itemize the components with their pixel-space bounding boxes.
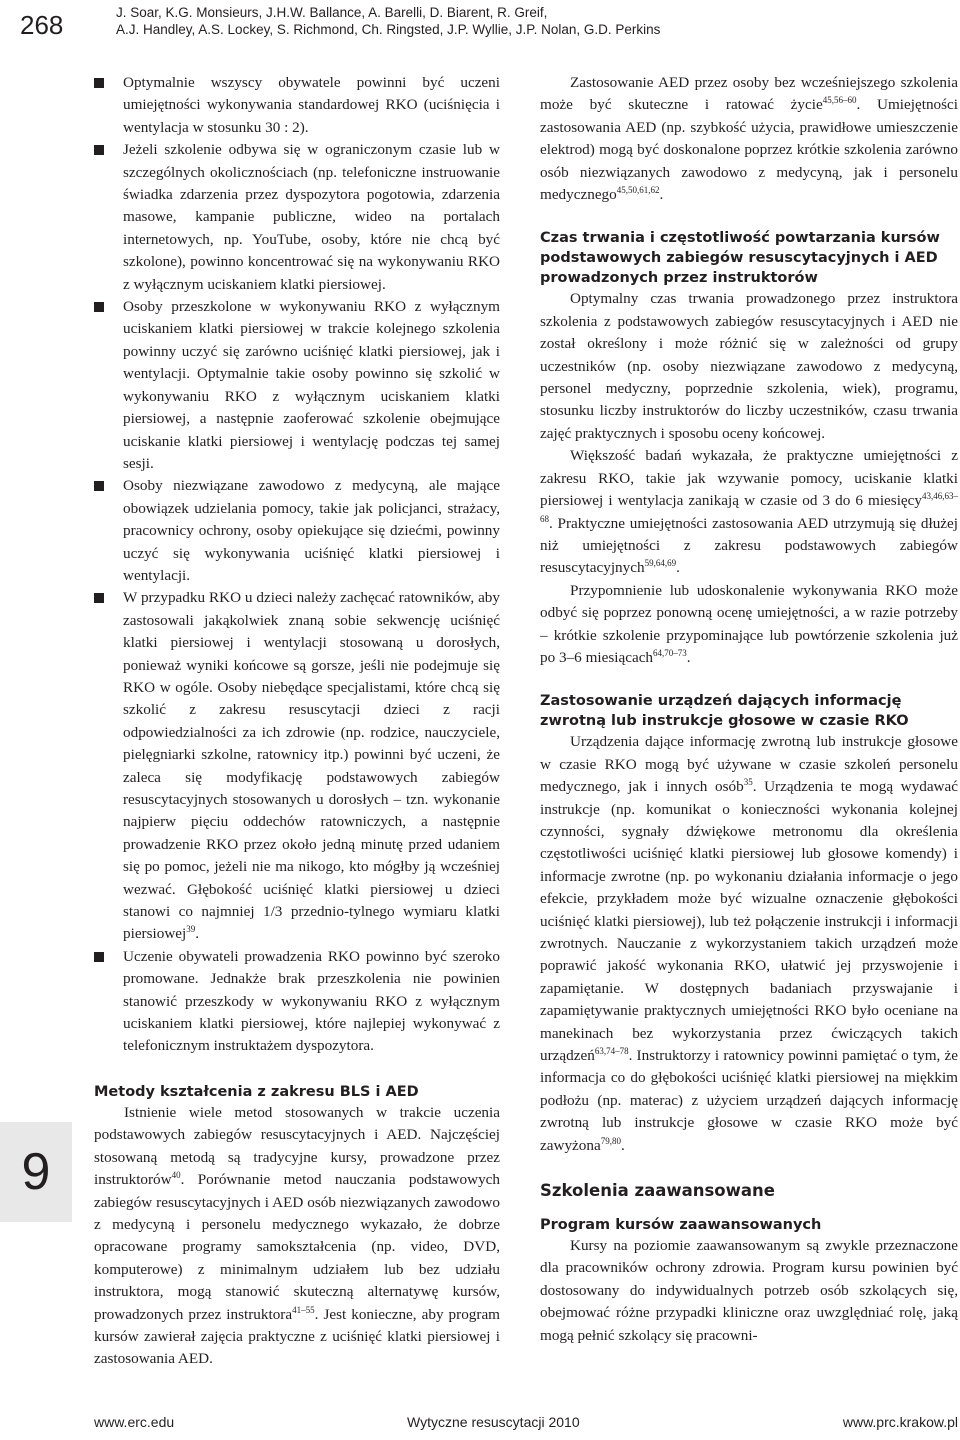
citation: 39 [186, 924, 196, 935]
page-number: 268 [20, 10, 64, 40]
citation: 43,46,63–68 [540, 491, 958, 524]
advanced-paragraph: Kursy na poziomie zaawansowanym są zwykle przeznaczone dla pracowników ochrony zdrowia. Program kursu powinien być dostosowany do indywidualnych potrzeb osób szkolących się, obejmować różne przypadki kliniczne oraz uwzględniać rolę, jaką mogą pełnić szkolący się pracowni- [540, 1237, 958, 1344]
square-bullet-icon [94, 593, 104, 603]
methods-paragraph [94, 1102, 500, 1371]
list-item-text: Osoby przeszkolone w wykonywaniu RKO z wyłącznym uciskaniem klatki piersiowej w trakcie kolejnego szkolenia powinny uczyć się zarówno uciśnięć klatki piersiowej, jak i wentylacji. Optymalnie takie osoby powinno się szkolić w wykonywaniu RKO z wyłącznym uciskaniem klatki piersiowej, a następnie zaoferować szkolenie obejmujące uciskanie klatki piersiowej i wentylację podczas tej samej sesji. [123, 298, 500, 472]
duration-paragraph-2 [540, 445, 958, 579]
advanced-program-subheading: Program kursów zaawansowanych [540, 1217, 822, 1234]
square-bullet-icon [94, 481, 104, 491]
right-column [540, 72, 958, 1347]
paragraph-text: Urządzenia dające informację zwrotną lub instrukcje głosowe w czasie RKO mogą być używane w czasie szkoleń personelu medycznego, jak i innych osób [540, 733, 958, 796]
list-item [94, 139, 500, 296]
footer-title: Wytyczne resuscytacji 2010 [407, 1414, 580, 1430]
list-item-text: W przypadku RKO u dzieci należy zachęcać ratowników, aby zastosowali jakąkolwiek znaną sobie sekwencję uciśnięć klatki piersiowej i wentylacji stosowaną u dorosłych, ponieważ wyniki końcowe są gorsze, jeśli nie podejmuje się RKO w ogóle. Osoby niebędące specjalistami, które chcą się szkolić z zakresu resuscytacji dzieci z racji odpowiedzialności za ich zdrowie (np. rodzice, nauczyciele, pielęgniarki szkolne, ratownicy itp.) powinni być uczeni, że zaleca się modyfikację podstawowych zabiegów resuscytacyjnych stosowanych u dorosłych – tzn. wykonanie najpierw pięciu oddechów ratowniczych, a następnie prowadzenie RKO przez około jedną minutę przed udaniem się po pomoc, jeżeli nie ma nikogo, kto mógłby ją wcześniej wezwać. Głębokość uciśnięć klatki piersiowej u dzieci stanowi co najmniej 1/3 przednio-tylnego wymiaru klatki piersiowej [123, 589, 500, 943]
duration-heading: Czas trwania i częstotliwość powtarzania kursów podstawowych zabiegów resuscytacyjnych i AED prowadzonych przez instruktorów [540, 230, 940, 287]
paragraph-text: . Umiejętności zastosowania AED (np. szybkość użycia, prawidłowe umieszczenie elektrod) mogą być doskonalone poprzez krótkie szkolenia zarówno osób niezwiązanych zawodowo z medycyną, jak i personelu medycznego [540, 96, 959, 204]
citation: 41–55 [292, 1304, 315, 1315]
citation: 79,80 [600, 1135, 621, 1146]
paragraph-text: . Instruktorzy i ratownicy powinni pamiętać o tym, że informacja co do głębokości uciśnięć klatki piersiowej na miękkim podłożu (np. materac) z użyciem urządzeń dających informację zwrotną lub instrukcje głosowe w czasie RKO może być zawyżona [540, 1047, 958, 1154]
citation: 45,50,61,62 [616, 184, 660, 195]
duration-paragraph-1: Optymalny czas trwania prowadzonego przez instruktora szkolenia z podstawowych zabiegów resuscytacyjnych i AED nie został określony i może różnić się w zależności od grupy uczestników (np. osoby niezwiązane zawodowo z medycyną, personel medyczny, poprzednie szkolenia, wiek), programu, stosunku liczby instruktorów do liczby uczestników, czasu trwania zajęć praktycznych i sposobu oceny końcowej. [540, 290, 958, 442]
devices-paragraph [540, 731, 958, 1157]
citation: 35 [743, 777, 753, 788]
square-bullet-icon [94, 145, 104, 155]
paragraph-text: . [676, 559, 680, 577]
list-item [94, 475, 500, 587]
recommendation-list [94, 72, 500, 1058]
list-item [94, 296, 500, 475]
footer-website-left: www.erc.edu [94, 1414, 175, 1430]
list-item-text: Osoby niezwiązane zawodowo z medycyną, ale mające obowiązek udzielania pomocy, takie jak policjanci, strażacy, pracownicy ochrony, osoby opiekujące się dziećmi, powinny uczyć się wykonywania uciśnięć klatki piersiowej i wentylacji. [123, 477, 500, 584]
aed-intro-paragraph [540, 72, 958, 206]
citation: 40 [171, 1170, 181, 1181]
list-item-tail: . [195, 925, 200, 943]
citation: 64,70–73 [653, 647, 687, 658]
square-bullet-icon [94, 952, 104, 962]
square-bullet-icon [94, 78, 104, 88]
chapter-tab [0, 1122, 72, 1222]
paragraph-text: . Urządzenia te mogą wydawać instrukcje (np. komunikat o konieczności wykonania kolejnej czynności, sygnały dźwiękowe metronomu dla określenia częstotliwości uciśnięć klatki piersiowej lub głosowe komendy) i informacje zwrotne (np. po wykonaniu działania informacje o jego efekcie, przykładem może być wizualne oznaczenie głębokości uciśnięć klatki piersiowej), lub też połączenie instrukcji i informacji zwrotnych. Nauczanie z wykorzystaniem takich urządzeń może poprawić jakość wykonania RKO, ułatwić jej przyswojenie i zapamiętanie. W dostępnych badaniach przyswajanie i zapamiętywanie praktycznych umiejętności RKO było oceniane na manekinach bez wykorzystania przez ćwiczących takich urządzeń [540, 778, 959, 1065]
paragraph-text: . Jest konieczne, aby program kursów zawierał zajęcia praktyczne z uciśnięć klatki piersiowej i zastosowania AED. [94, 1305, 500, 1368]
devices-heading: Zastosowanie urządzeń dających informację zwrotną lub instrukcje głosowe w czasie RKO [540, 693, 909, 730]
authors-header [116, 4, 660, 38]
advanced-training-heading: Szkolenia zaawansowane [540, 1181, 775, 1201]
page-header [0, 0, 960, 60]
paragraph-text: . Praktyczne umiejętności zastosowania AED utrzymują się dłużej niż umiejętności z zakresu podstawowych zabiegów resuscytacyjnych [540, 514, 958, 577]
list-item-text: Optymalnie wszyscy obywatele powinni być uczeni umiejętności wykonywania standardowej RKO (uciśnięcia i wentylacja w stosunku 30 : 2). [123, 74, 500, 136]
footer-website-right: www.prc.krakow.pl [842, 1414, 958, 1430]
list-item [94, 946, 500, 1058]
list-item [94, 587, 500, 946]
paragraph-text: Przypomnienie lub udoskonalenie wykonywania RKO może odbyć się poprzez ponowną ocenę umiejętności, a w razie potrzeby – krótkie szkolenie przypominające lub powtórzenie szkolenia już po 3–6 miesiącach [540, 581, 958, 666]
paragraph-text: Zastosowanie AED przez osoby bez wcześniejszego szkolenia może być skuteczne i ratować życie [540, 74, 958, 114]
paragraph-text: . [686, 648, 691, 666]
page-footer [94, 1414, 958, 1434]
authors-line-1: J. Soar, K.G. Monsieurs, J.H.W. Ballance, A. Barelli, D. Biarent, R. Greif, [116, 5, 548, 20]
paragraph-text: . [659, 186, 664, 204]
citation: 59,64,69 [644, 558, 677, 569]
methods-heading: Metody kształcenia z zakresu BLS i AED [94, 1083, 419, 1100]
list-item-text: Uczenie obywateli prowadzenia RKO powinno być szeroko promowane. Jednakże brak przeszkolenia nie powinien stanowić przeszkody w wykonywaniu RKO z wyłącznym uciskaniem klatki piersiowej, które najlepiej wykonywać z telefonicznym instruktażem dyspozytora. [123, 947, 500, 1055]
paragraph-text: . [620, 1136, 625, 1154]
citation: 63,74–78 [594, 1045, 629, 1056]
citation: 45,56–60 [822, 95, 857, 106]
chapter-number: 9 [21, 1143, 51, 1201]
list-item-text: Jeżeli szkolenie odbywa się w ograniczonym czasie lub w szczególnych okolicznościach (np. telefoniczne instruowanie świadka zdarzenia przez dyspozytora pogotowia, zdarzenia masowe, kampanie publiczne, wideo na portalach internetowych, np. YouTube, osoby, które nie chcą być szkolone), powinno koncentrować się na wykonywaniu RKO z wyłącznym uciskaniem klatki piersiowej. [123, 141, 500, 293]
list-item [94, 72, 500, 139]
duration-paragraph-3 [540, 580, 958, 670]
paragraph-text: Większość badań wykazała, że praktyczne umiejętności z zakresu RKO, takie jak wzywanie pomocy, uciskanie klatki piersiowej i wentylacja zanikają w czasie od 3 do 6 miesięcy [540, 447, 958, 510]
left-column [94, 72, 500, 1371]
square-bullet-icon [94, 302, 104, 312]
paragraph-text: . Porównanie metod nauczania podstawowych zabiegów resuscytacyjnych i AED osób niezwiązanych zawodowo z medycyną i personelu medycznego wykazało, że dobrze opracowane programy samokształcenia (np. video, DVD, komputerowe) z minimalnym udziałem lub bez udziału instruktora, mogą stanowić skuteczną alternatywę kursów, prowadzonych przez instruktora [94, 1171, 500, 1323]
paragraph-text: Istnienie wiele metod stosowanych w trakcie uczenia podstawowych zabiegów resuscytacyjnych i AED. Najczęściej stosowaną metodą są tradycyjne kursy, prowadzone przez instruktorów [94, 1103, 500, 1189]
authors-line-2: A.J. Handley, A.S. Lockey, S. Richmond, Ch. Ringsted, J.P. Wyllie, J.P. Nolan, G.D. Perkins [116, 22, 661, 37]
